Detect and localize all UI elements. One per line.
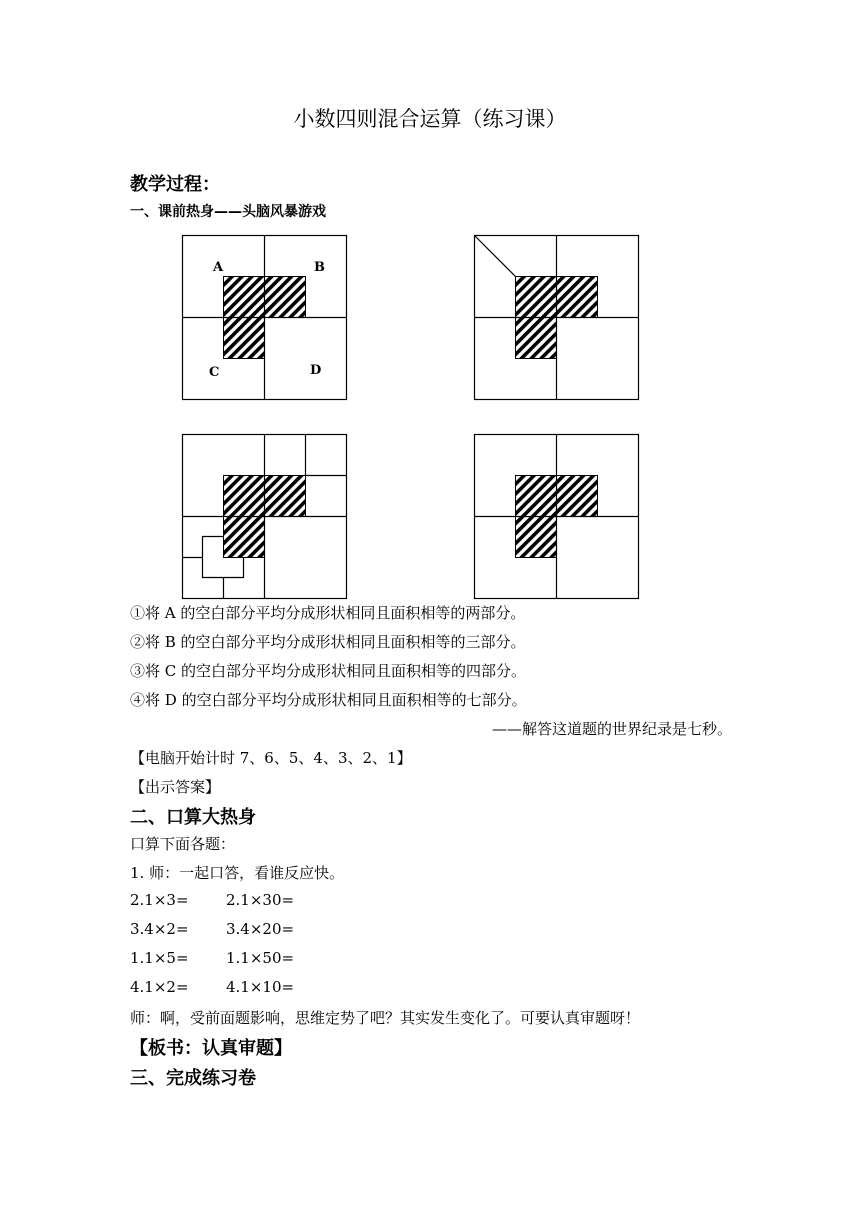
section3-heading: 三、完成练习卷 — [130, 1068, 256, 1089]
section1-heading: 一、课前热身——头脑风暴游戏 — [130, 204, 326, 220]
section2-heading: 二、口算大热身 — [130, 807, 256, 828]
page-title: 小数四则混合运算（练习课） — [293, 107, 567, 131]
calc-left-4: 4.1×2= — [130, 978, 189, 996]
calc-right-4: 4.1×10= — [226, 978, 295, 996]
figure-c-subdivided-grid — [182, 434, 348, 600]
calc-left-2: 3.4×2= — [130, 920, 189, 938]
section2-instruction: 1. 师：一起口答，看谁反应快。 — [130, 864, 345, 882]
figure-a-shaded-bottom — [224, 318, 265, 359]
figure-d-plain-grid — [474, 434, 640, 600]
calc-right-3: 1.1×50= — [226, 949, 295, 967]
calc-left-1: 2.1×3= — [130, 891, 189, 909]
label-a: A — [213, 260, 224, 275]
figure-a-labeled-grid — [182, 235, 348, 401]
calc-left-3: 1.1×5= — [130, 949, 189, 967]
task-3: ③将 C 的空白部分平均分成形状相同且面积相等的四部分。 — [130, 662, 527, 680]
task-1: ①将 A 的空白部分平均分成形状相同且面积相等的两部分。 — [130, 604, 526, 622]
teaching-process-heading: 教学过程： — [130, 174, 220, 195]
calc-right-2: 3.4×20= — [226, 920, 295, 938]
world-record-note: ——解答这道题的世界纪录是七秒。 — [491, 720, 732, 738]
task-2: ②将 B 的空白部分平均分成形状相同且面积相等的三部分。 — [130, 633, 526, 651]
board-note: 【板书：认真审题】 — [130, 1038, 292, 1059]
label-d: D — [310, 363, 322, 378]
teacher-comment: 师：啊，受前面题影响，思维定势了吧？其实发生变化了。可要认真审题呀！ — [130, 1009, 641, 1027]
answer-note: 【出示答案】 — [130, 778, 221, 796]
calc-right-1: 2.1×30= — [226, 891, 295, 909]
label-c: C — [209, 365, 220, 380]
figure-b-diagonal-division — [474, 235, 640, 401]
label-b: B — [314, 260, 325, 275]
section2-intro: 口算下面各题： — [130, 835, 236, 853]
timer-note: 【电脑开始计时 7、6、5、4、3、2、1】 — [130, 749, 412, 767]
task-4: ④将 D 的空白部分平均分成形状相同且面积相等的七部分。 — [130, 691, 527, 709]
